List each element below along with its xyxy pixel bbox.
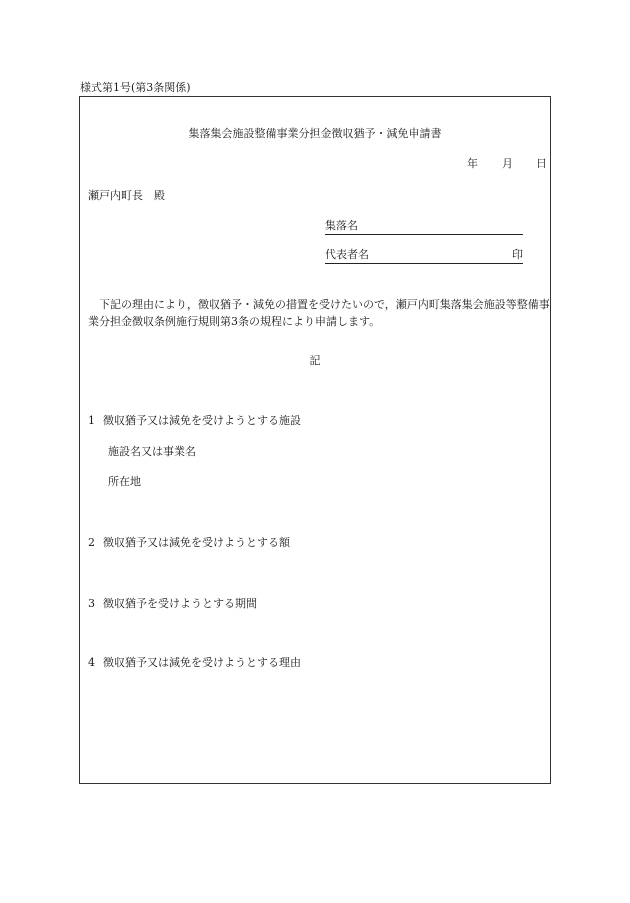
subitem-location: 所在地 bbox=[108, 475, 141, 488]
document-title: 集落集会施設整備事業分担金徴収猶予・減免申請書 bbox=[188, 127, 442, 140]
application-statement: 下記の理由により，徴収猶予・減免の措置を受けたいので，瀬戸内町集落集会施設等整備事業分担金徴収条例施行規則第3条の規程により申請します。 bbox=[88, 298, 550, 328]
form-caption: 様式第1号(第3条関係) bbox=[80, 81, 191, 94]
seal-mark: 印 bbox=[512, 248, 523, 261]
date-year-label: 年 bbox=[467, 157, 478, 170]
date-month-label: 月 bbox=[502, 157, 513, 170]
subitem-facility-name: 施設名又は事業名 bbox=[108, 445, 196, 458]
ki-heading: 記 bbox=[309, 354, 321, 367]
representative-name-label: 代表者名 bbox=[325, 248, 369, 261]
village-name-label: 集落名 bbox=[325, 219, 358, 232]
item-period: 徴収猶予を受けようとする期間 bbox=[103, 597, 257, 610]
item-number: 2 bbox=[88, 536, 95, 549]
addressee: 瀬戸内町長 殿 bbox=[88, 189, 165, 202]
village-name-field[interactable] bbox=[325, 220, 523, 235]
item-number: 1 bbox=[88, 414, 95, 427]
item-facility: 徴収猶予又は減免を受けようとする施設 bbox=[103, 414, 301, 427]
date-day-label: 日 bbox=[536, 157, 547, 170]
representative-name-field[interactable] bbox=[325, 249, 523, 264]
item-number: 3 bbox=[88, 597, 95, 610]
item-amount: 徴収猶予又は減免を受けようとする額 bbox=[103, 536, 290, 549]
item-number: 4 bbox=[88, 656, 95, 669]
item-reason: 徴収猶予又は減免を受けようとする理由 bbox=[103, 656, 301, 669]
